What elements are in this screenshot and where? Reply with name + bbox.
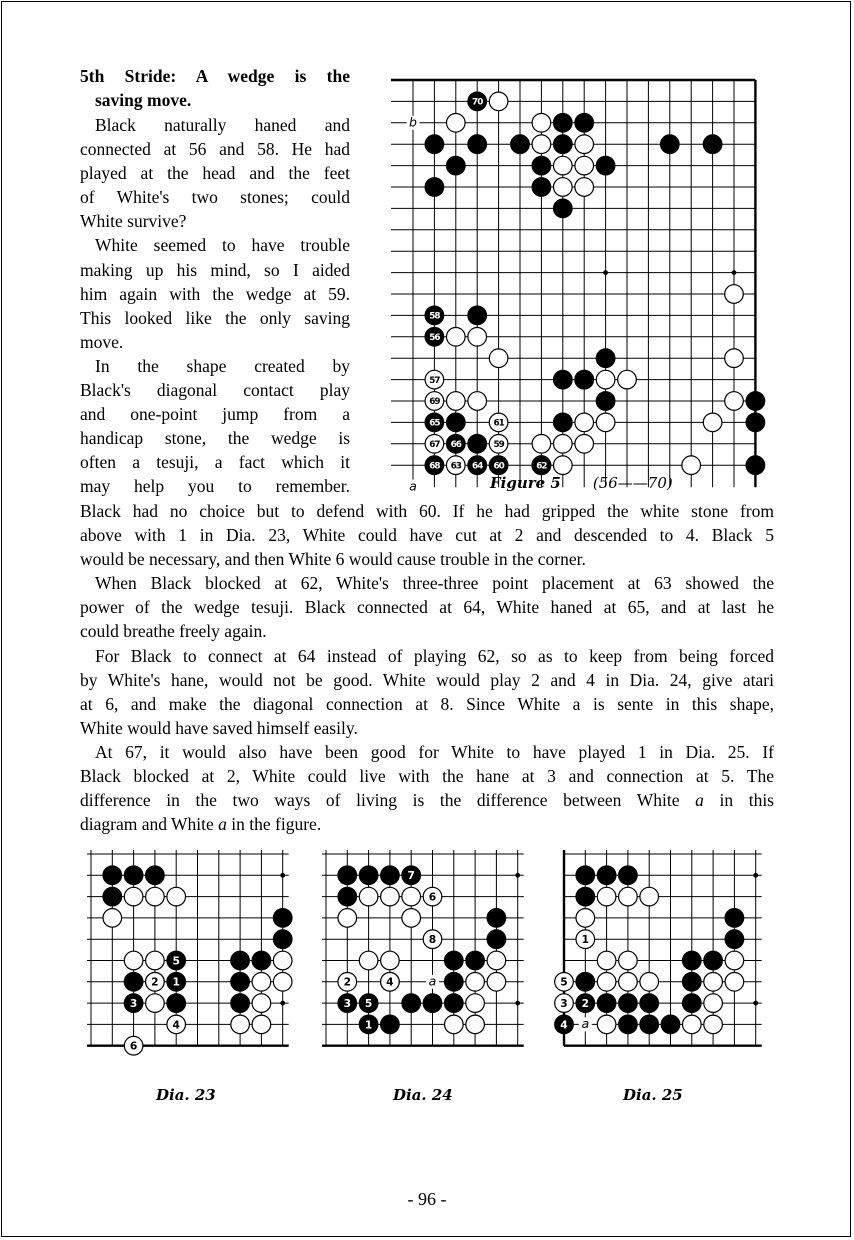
white-stone xyxy=(489,349,508,368)
text-line: by White's hane, would not be good. White would play 2 and 4 in Dia. 24, give atari xyxy=(80,669,774,690)
black-stone xyxy=(445,951,464,970)
black-stone xyxy=(468,435,487,454)
black-stone xyxy=(466,951,485,970)
dia-23-board xyxy=(88,850,318,1085)
text-line: often a tesuji, a fact which it xyxy=(80,452,350,473)
text-line: could breathe freely again. xyxy=(80,621,267,642)
white-stone xyxy=(704,994,723,1013)
move-number: 5 xyxy=(560,975,568,989)
black-stone-numbered xyxy=(425,456,444,475)
paragraph xyxy=(80,113,350,233)
black-stone xyxy=(532,156,551,175)
paragraph xyxy=(80,354,350,499)
text-line: in this xyxy=(719,790,774,811)
black-stone xyxy=(338,887,357,906)
black-stone xyxy=(231,951,250,970)
black-stone xyxy=(273,930,292,949)
text-line: White survive? xyxy=(80,211,187,232)
move-number: 2 xyxy=(151,975,159,989)
white-stone xyxy=(725,951,744,970)
page-number: - 96 - xyxy=(407,1189,447,1209)
black-stone-numbered xyxy=(555,1015,574,1034)
text-line: would be necessary, and then White 6 would cause trouble in the corner. xyxy=(80,549,586,570)
text-line: For Black to connect at 64 instead of playing 62, so as to keep from being forced xyxy=(95,645,774,666)
text-line: diagram and White xyxy=(80,814,214,835)
black-stone xyxy=(231,994,250,1013)
figure-caption-title: Figure 5 xyxy=(490,474,561,492)
white-stone xyxy=(447,392,466,411)
black-stone xyxy=(381,1015,400,1034)
text-line: Black's diagonal contact play xyxy=(80,380,350,401)
black-stone xyxy=(746,456,765,475)
star-point xyxy=(732,270,737,275)
move-number: 68 xyxy=(429,461,440,472)
white-stone xyxy=(466,973,485,992)
white-stone xyxy=(487,973,506,992)
black-stone-numbered xyxy=(425,413,444,432)
black-stone xyxy=(447,413,466,432)
black-stone xyxy=(640,1015,659,1034)
move-number: 62 xyxy=(536,461,547,472)
move-number: 3 xyxy=(129,996,138,1010)
white-stone-numbered xyxy=(146,973,165,992)
black-stone-numbered xyxy=(359,1015,378,1034)
move-number: 2 xyxy=(581,996,590,1010)
white-stone xyxy=(619,973,638,992)
move-number: 5 xyxy=(364,996,373,1010)
white-stone xyxy=(597,951,616,970)
move-number: 56 xyxy=(429,332,440,343)
text-line: above with 1 in Dia. 23, White could have cut at 2 and descended to 4. Black 5 xyxy=(80,525,774,546)
black-stone xyxy=(554,114,573,133)
text-line: At 67, it would also have been good for White to have played 1 in Dia. 25. If xyxy=(95,741,774,762)
move-number: 70 xyxy=(472,97,483,108)
white-stone-numbered xyxy=(124,1036,143,1055)
white-stone xyxy=(487,951,506,970)
text-line: in the figure. xyxy=(231,814,322,835)
black-stone-numbered xyxy=(425,328,444,347)
white-stone xyxy=(554,435,573,454)
black-stone-numbered xyxy=(489,456,508,475)
white-stone-numbered xyxy=(423,930,442,949)
star-point xyxy=(280,873,285,878)
black-stone xyxy=(103,887,122,906)
white-stone xyxy=(532,435,551,454)
text-line: White would have saved himself easily. xyxy=(80,717,358,738)
move-number: 60 xyxy=(493,461,504,472)
white-stone xyxy=(554,156,573,175)
text-line: and one-point jump from a xyxy=(80,404,350,425)
black-stone xyxy=(703,135,722,154)
white-stone xyxy=(445,1015,464,1034)
white-stone xyxy=(597,973,616,992)
white-stone-numbered xyxy=(425,370,444,389)
white-stone xyxy=(252,973,271,992)
move-number: 57 xyxy=(429,375,440,386)
black-stone xyxy=(596,392,615,411)
black-stone-numbered xyxy=(447,435,466,454)
black-stone xyxy=(746,413,765,432)
text-line: White seemed to have trouble xyxy=(95,235,350,256)
black-stone xyxy=(596,349,615,368)
move-number: 59 xyxy=(493,439,504,450)
text-line: handicap stone, the wedge is xyxy=(80,428,350,449)
white-stone xyxy=(683,1015,702,1034)
move-number: 2 xyxy=(343,975,352,989)
white-stone xyxy=(381,887,400,906)
white-stone xyxy=(725,285,744,304)
white-stone xyxy=(554,456,573,475)
white-stone xyxy=(402,909,421,928)
move-number: 5 xyxy=(172,954,180,968)
white-stone-numbered xyxy=(338,973,357,992)
black-stone xyxy=(661,135,680,154)
text-line: power of the wedge tesuji. Black connected at 64, White haned at 65, and at last he xyxy=(80,597,774,618)
paragraph xyxy=(80,499,774,571)
star-point xyxy=(603,270,608,275)
black-stone xyxy=(554,370,573,389)
text-line: connected at 56 and 58. He had xyxy=(80,139,350,160)
black-stone xyxy=(338,866,357,885)
white-stone xyxy=(725,973,744,992)
move-number: 4 xyxy=(386,975,394,989)
black-stone xyxy=(445,973,464,992)
star-point xyxy=(753,873,758,878)
black-stone xyxy=(124,866,143,885)
white-stone xyxy=(359,951,378,970)
white-stone xyxy=(146,994,165,1013)
black-stone xyxy=(683,951,702,970)
black-stone xyxy=(146,866,165,885)
black-stone xyxy=(575,114,594,133)
dia-25-caption: Dia. 25 xyxy=(623,1086,683,1104)
white-stone xyxy=(682,456,701,475)
white-stone xyxy=(103,909,122,928)
white-stone xyxy=(338,909,357,928)
text-line: difference in the two ways of living is the difference between White xyxy=(80,790,680,811)
text-line: In the shape created by xyxy=(95,355,350,376)
black-stone xyxy=(640,994,659,1013)
white-stone-numbered xyxy=(167,1015,186,1034)
move-number: 1 xyxy=(581,933,590,947)
white-stone xyxy=(596,413,615,432)
point-label: a xyxy=(581,1016,590,1032)
white-stone xyxy=(146,887,165,906)
white-stone xyxy=(146,951,165,970)
black-stone-numbered xyxy=(167,973,186,992)
black-stone xyxy=(468,306,487,325)
text-line: move. xyxy=(80,331,124,352)
white-stone xyxy=(273,951,292,970)
white-stone xyxy=(725,392,744,411)
black-stone xyxy=(597,866,616,885)
text-line: played at the head and the feet xyxy=(80,163,350,184)
white-stone xyxy=(273,973,292,992)
paragraph xyxy=(80,571,774,643)
black-stone xyxy=(746,392,765,411)
text-line: making up his mind, so I aided xyxy=(80,259,350,280)
black-stone xyxy=(683,994,702,1013)
white-stone xyxy=(575,178,594,197)
move-number: 6 xyxy=(428,890,437,904)
white-stone xyxy=(575,413,594,432)
black-stone xyxy=(619,866,638,885)
black-stone xyxy=(425,178,444,197)
text-line: at 6, and make the diagonal connection at 8. Since White a is sente in this shape, xyxy=(80,693,774,714)
black-stone-numbered xyxy=(124,994,143,1013)
black-stone-numbered xyxy=(402,866,421,885)
black-stone xyxy=(554,413,573,432)
black-stone xyxy=(103,866,122,885)
black-stone xyxy=(554,135,573,154)
heading-line-1: 5th Stride: A wedge is the xyxy=(80,66,350,86)
black-stone xyxy=(532,178,551,197)
main-text xyxy=(80,499,774,836)
italic-a: a xyxy=(695,790,704,811)
white-stone-numbered xyxy=(423,887,442,906)
white-stone xyxy=(597,887,616,906)
white-stone-numbered xyxy=(425,392,444,411)
white-stone xyxy=(124,951,143,970)
black-stone xyxy=(554,199,573,218)
black-stone xyxy=(447,156,466,175)
white-stone-numbered xyxy=(576,930,595,949)
black-stone xyxy=(445,994,464,1013)
move-number: 69 xyxy=(429,397,440,408)
white-stone xyxy=(703,413,722,432)
white-stone xyxy=(447,328,466,347)
black-stone-numbered xyxy=(338,994,357,1013)
dia-23-caption: Dia. 23 xyxy=(156,1086,216,1104)
paragraph xyxy=(80,233,350,353)
white-stone xyxy=(468,328,487,347)
italic-a: a xyxy=(218,814,227,835)
black-stone-numbered xyxy=(468,456,487,475)
white-stone xyxy=(704,973,723,992)
text-line: Black naturally haned and xyxy=(95,115,350,135)
black-stone xyxy=(704,951,723,970)
text-line: may help you to remember. xyxy=(80,476,350,497)
black-stone xyxy=(511,135,530,154)
white-stone xyxy=(640,973,659,992)
white-stone xyxy=(468,392,487,411)
white-stone xyxy=(576,909,595,928)
black-stone xyxy=(619,994,638,1013)
white-stone-numbered xyxy=(555,994,574,1013)
black-stone xyxy=(487,930,506,949)
white-stone xyxy=(252,994,271,1013)
dia-25-board xyxy=(560,850,790,1085)
black-stone xyxy=(576,866,595,885)
black-stone xyxy=(619,1015,638,1034)
move-number: 65 xyxy=(429,418,440,429)
paragraph xyxy=(80,740,774,836)
white-stone xyxy=(359,887,378,906)
white-stone xyxy=(575,435,594,454)
white-stone-numbered xyxy=(425,435,444,454)
black-stone xyxy=(468,135,487,154)
move-number: 4 xyxy=(172,1018,180,1032)
white-stone xyxy=(596,370,615,389)
black-stone xyxy=(487,909,506,928)
black-stone xyxy=(596,156,615,175)
white-stone xyxy=(167,887,186,906)
black-stone-numbered xyxy=(359,994,378,1013)
black-stone-numbered xyxy=(167,951,186,970)
white-stone xyxy=(402,887,421,906)
move-number: 66 xyxy=(450,439,461,450)
black-stone-numbered xyxy=(576,994,595,1013)
text-line: Black had no choice but to defend with 60. If he had gripped the white stone from xyxy=(80,501,774,521)
white-stone xyxy=(466,1015,485,1034)
star-point xyxy=(753,1001,758,1006)
white-stone xyxy=(618,370,637,389)
black-stone-numbered xyxy=(532,456,551,475)
white-stone xyxy=(466,994,485,1013)
move-number: 3 xyxy=(343,996,352,1010)
white-stone xyxy=(532,135,551,154)
black-stone xyxy=(359,866,378,885)
text-line: him again with the wedge at 59. xyxy=(80,283,350,304)
text-line: When Black blocked at 62, White's three-three point placement at 63 showed the xyxy=(95,573,774,594)
point-label: a xyxy=(428,973,437,989)
white-stone xyxy=(447,114,466,133)
white-stone xyxy=(575,135,594,154)
black-stone xyxy=(725,909,744,928)
move-number: 1 xyxy=(364,1018,373,1032)
point-label: a xyxy=(409,478,417,494)
black-stone xyxy=(423,994,442,1013)
white-stone xyxy=(619,951,638,970)
move-number: 64 xyxy=(472,461,483,472)
move-number: 3 xyxy=(560,996,568,1010)
star-point xyxy=(515,1001,520,1006)
white-stone xyxy=(575,156,594,175)
black-stone xyxy=(167,994,186,1013)
black-stone-numbered xyxy=(425,306,444,325)
white-stone xyxy=(532,114,551,133)
black-stone-numbered xyxy=(468,92,487,111)
black-stone xyxy=(425,135,444,154)
black-stone xyxy=(661,1015,680,1034)
move-number: 63 xyxy=(450,461,461,472)
move-number: 6 xyxy=(129,1039,138,1053)
black-stone xyxy=(231,973,250,992)
black-stone xyxy=(252,951,271,970)
move-number: 8 xyxy=(428,933,437,947)
move-number: 61 xyxy=(493,418,504,429)
black-stone xyxy=(381,866,400,885)
section-heading xyxy=(80,64,350,112)
white-stone xyxy=(704,1015,723,1034)
figure-caption xyxy=(490,474,673,492)
black-stone xyxy=(576,973,595,992)
white-stone-numbered xyxy=(555,973,574,992)
black-stone xyxy=(273,909,292,928)
white-stone xyxy=(381,951,400,970)
move-number: 1 xyxy=(172,975,180,989)
white-stone xyxy=(619,887,638,906)
white-stone-numbered xyxy=(489,413,508,432)
move-number: 7 xyxy=(407,869,415,883)
grid xyxy=(391,80,755,487)
paragraph xyxy=(80,644,774,740)
figure-caption-moves: (56——70) xyxy=(592,474,673,492)
side-column-text xyxy=(80,113,350,499)
black-stone xyxy=(683,973,702,992)
text-line: Black blocked at 2, White could live with the hane at 3 and connection at 5. The xyxy=(80,766,774,787)
dia-24-caption: Dia. 24 xyxy=(393,1086,453,1104)
black-stone xyxy=(576,887,595,906)
black-stone xyxy=(402,994,421,1013)
move-number: 67 xyxy=(429,439,440,450)
white-stone xyxy=(231,1015,250,1034)
black-stone xyxy=(124,973,143,992)
heading-line-2: saving move. xyxy=(95,90,192,110)
star-point xyxy=(280,1001,285,1006)
white-stone-numbered xyxy=(447,456,466,475)
white-stone xyxy=(554,178,573,197)
move-number: 58 xyxy=(429,311,440,322)
white-stone xyxy=(252,1015,271,1034)
white-stone xyxy=(124,887,143,906)
star-point xyxy=(515,873,520,878)
white-stone xyxy=(489,92,508,111)
black-stone xyxy=(597,994,616,1013)
point-label: b xyxy=(409,114,417,130)
black-stone xyxy=(725,930,744,949)
black-stone xyxy=(575,370,594,389)
white-stone-numbered xyxy=(489,435,508,454)
dia-24-board xyxy=(323,850,553,1085)
white-stone xyxy=(725,349,744,368)
text-line: This looked like the only saving xyxy=(80,307,350,328)
move-number: 4 xyxy=(560,1018,568,1032)
white-stone xyxy=(640,887,659,906)
text-line: of White's two stones; could xyxy=(80,187,350,208)
white-stone-numbered xyxy=(381,973,400,992)
white-stone xyxy=(597,1015,616,1034)
